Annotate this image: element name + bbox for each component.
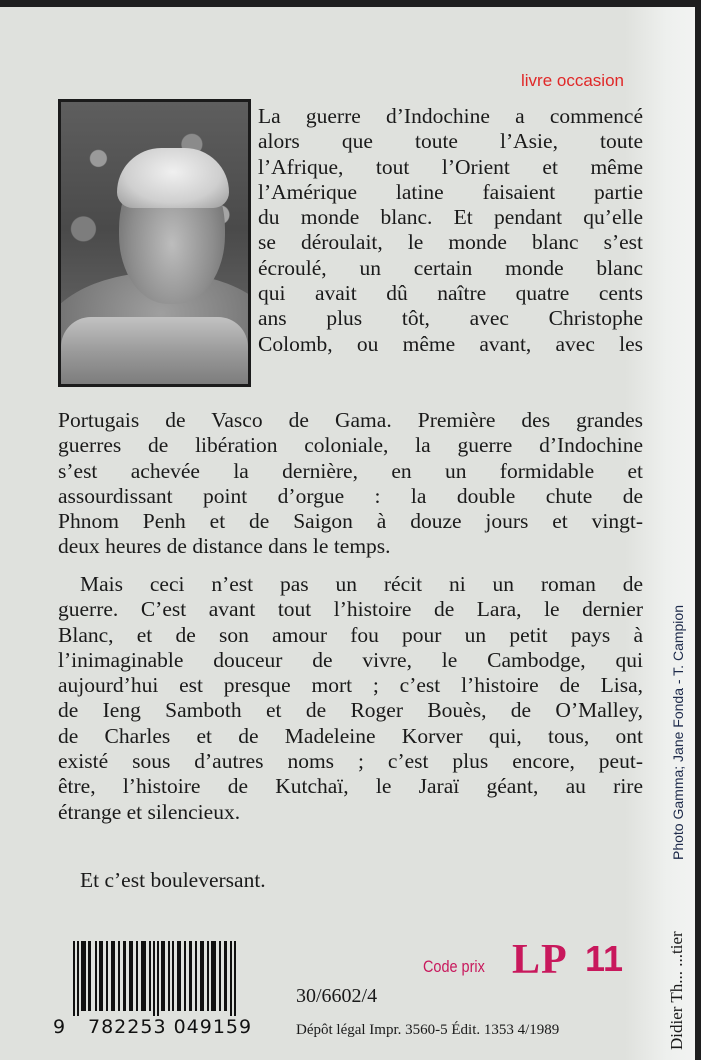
blurb-line: alors que toute l’Asie, toute [258, 129, 643, 154]
barcode-bars-icon [73, 941, 238, 1016]
blurb-line: étrange et silencieux. [58, 799, 241, 824]
cover-credit: Didier Th... ...tier [667, 931, 686, 1050]
blurb-line: de Charles et de Madeleine Korver qui, tous, ont [58, 723, 643, 748]
price-code-label: Code prix [423, 957, 485, 976]
legal-deposit: Dépôt légal Impr. 3560-5 Édit. 1353 4/1989 [296, 1022, 560, 1038]
blurb-paragraph-1-continued [58, 408, 643, 560]
blurb-closing-line: Et c’est bouleversant. [80, 868, 266, 892]
blurb-line: Blanc, et de son amour fou pour un petit pays à [58, 622, 643, 647]
blurb-line: du monde blanc. Et pendant qu’elle [258, 205, 643, 230]
photo-credit: Photo Gamma; Jane Fonda - T. Campion [670, 605, 686, 860]
barcode-digits: 782253 049159 [88, 1016, 253, 1038]
blurb-line: ans plus tôt, avec Christophe [258, 306, 643, 331]
author-photo [58, 99, 251, 387]
blurb-line: deux heures de distance dans le temps. [58, 534, 391, 559]
blurb-line: guerre. C’est avant tout l’histoire de Lara, le dernier [58, 597, 643, 622]
blurb-paragraph-2 [58, 572, 643, 825]
blurb-line: s’est achevée la dernière, en un formidable et [58, 458, 643, 483]
price-code: LP [512, 937, 568, 983]
blurb-line: être, l’histoire de Kutchaï, le Jaraï géant, au rire [58, 774, 643, 799]
catalog-reference: 30/6602/4 [296, 985, 378, 1007]
blurb-line: de Ieng Samboth et de Roger Bouès, de O’Malley, [58, 698, 643, 723]
blurb-line: se déroulait, le monde blanc s’est [258, 230, 643, 255]
blurb-paragraph-3 [58, 868, 643, 893]
isbn-barcode [73, 941, 238, 1028]
price-number: 11 [585, 938, 624, 979]
barcode-first-digit: 9 [53, 1016, 67, 1038]
blurb-line: qui avait dû naître quatre cents [258, 281, 643, 306]
blurb-line: assourdissant point d’orgue : la double chute de [58, 483, 643, 508]
blurb-line: l’inimaginable douceur de vivre, le Cambodge, qui [58, 647, 643, 672]
blurb-line: guerres de libération coloniale, la guerre d’Indochine [58, 433, 643, 458]
blurb-line: Portugais de Vasco de Gama. Première des grandes [58, 408, 643, 432]
blurb-line: existé sous d’autres noms ; c’est plus encore, peut- [58, 749, 643, 774]
blurb-line: Phnom Penh et de Saigon à douze jours et vingt- [58, 509, 643, 534]
photo-hair [117, 148, 229, 208]
blurb-line: La guerre d’Indochine a commencé [258, 104, 643, 128]
blurb-wrapped-paragraph [258, 104, 643, 357]
blurb-line: l’Amérique latine faisaient partie [258, 179, 643, 204]
blurb-line: aujourd’hui est presque mort ; c’est l’histoire de Lisa, [58, 673, 643, 698]
blurb-line: l’Afrique, tout l’Orient et même [258, 154, 643, 179]
blurb-line: Mais ceci n’est pas un récit ni un roman de [80, 572, 643, 596]
photo-arms [61, 317, 248, 387]
blurb-line: Colomb, ou même avant, avec les [258, 331, 643, 356]
blurb-line: écroulé, un certain monde blanc [258, 255, 643, 280]
used-book-tag: livre occasion [521, 71, 624, 90]
